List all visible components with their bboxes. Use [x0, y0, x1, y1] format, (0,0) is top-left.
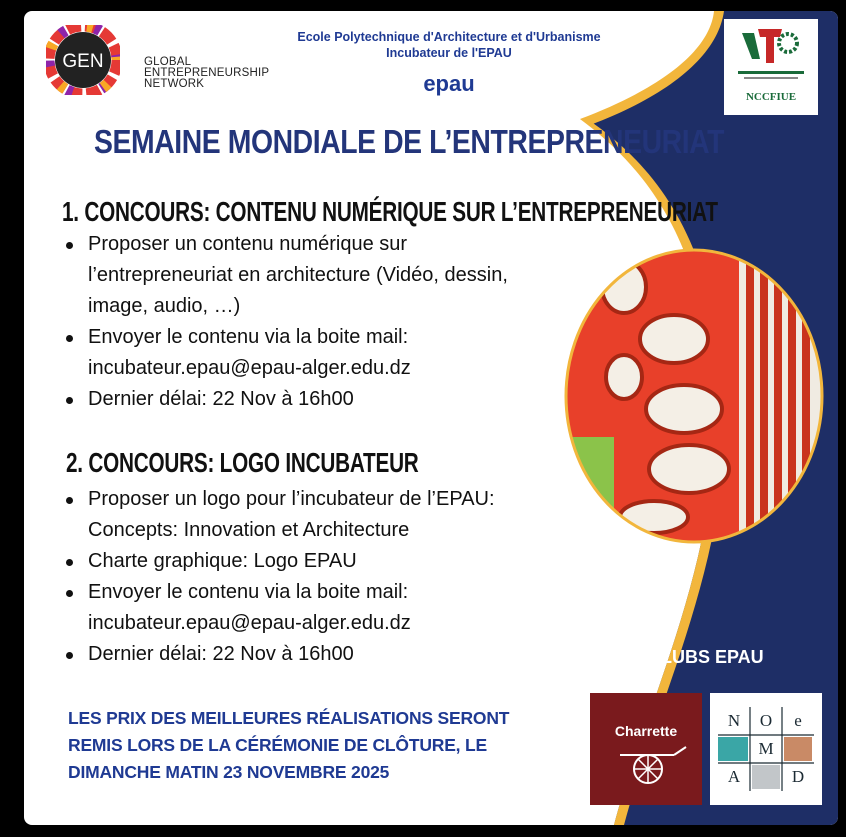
gen-text [144, 57, 269, 90]
nomad-letter: D [791, 767, 805, 786]
list-item: Envoyer le contenu via la boite mail: incubateur.epau@epau-alger.edu.dz [64, 322, 534, 384]
section2-list [64, 484, 584, 670]
nccfiue-logo [724, 19, 818, 115]
gen-logo [46, 25, 270, 95]
cart-icon [590, 693, 702, 805]
section1-list [64, 229, 534, 415]
list-item: Proposer un logo pour l’incubateur de l’EPAU: Concepts: Innovation et Architecture [64, 484, 584, 546]
list-item: Charte graphique: Logo EPAU [64, 546, 584, 577]
prize-line2: REMIS LORS DE LA CÉRÉMONIE DE CLÔTURE, LE [68, 735, 487, 755]
nomad-letter: e [794, 711, 802, 730]
architecture-photo [564, 247, 824, 545]
section1-title: 1. CONCOURS: CONTENU NUMÉRIQUE SUR L’ENTREPRENEURIAT [62, 196, 718, 227]
charrette-logo [590, 693, 702, 805]
nomad-letter: M [758, 739, 774, 758]
list-item: Dernier délai: 22 Nov à 16h00 [64, 384, 534, 415]
list-item: Dernier délai: 22 Nov à 16h00 [64, 639, 584, 670]
prize-line1: LES PRIX DES MEILLEURES RÉALISATIONS SERONT [68, 708, 510, 728]
nomad-letter: A [727, 767, 741, 786]
list-item: Envoyer le contenu via la boite mail: incubateur.epau@epau-alger.edu.dz [64, 577, 584, 639]
nomad-letter: O [759, 711, 773, 730]
section2-title: 2. CONCOURS: LOGO INCUBATEUR [66, 447, 419, 478]
charrette-label: Charrette [614, 723, 678, 739]
gen-line2: ENTREPRENEURSHIP [144, 67, 270, 79]
prize-line3: DIMANCHE MATIN 23 NOVEMBRE 2025 [68, 762, 390, 782]
poster [24, 11, 838, 825]
gen-ring-icon [46, 25, 120, 95]
gen-line3: NETWORK [144, 78, 205, 90]
gen-badge: GEN [62, 51, 104, 72]
nomad-letter: N [727, 711, 741, 730]
nccfiue-label: NCCFIUE [745, 91, 797, 103]
clubs-label: CLUBS EPAU [648, 647, 764, 667]
main-title: SEMAINE MONDIALE DE L’ENTREPRENEURIAT [94, 123, 725, 160]
header [274, 29, 624, 97]
gen-line1: GLOBAL [144, 56, 192, 68]
school-name: Ecole Polytechnique d'Architecture et d'Urbanisme [297, 30, 601, 44]
list-item: Proposer un contenu numérique sur l’entrepreneuriat en architecture (Vidéo, dessin, image, audio, …) [64, 229, 534, 322]
nomad-logo [710, 693, 822, 805]
nccfiue-emblem-icon [724, 19, 818, 89]
incubator-name: Incubateur de l'EPAU [386, 46, 512, 60]
prize-announcement [68, 705, 509, 786]
epau-logo-text: epau [423, 71, 475, 96]
